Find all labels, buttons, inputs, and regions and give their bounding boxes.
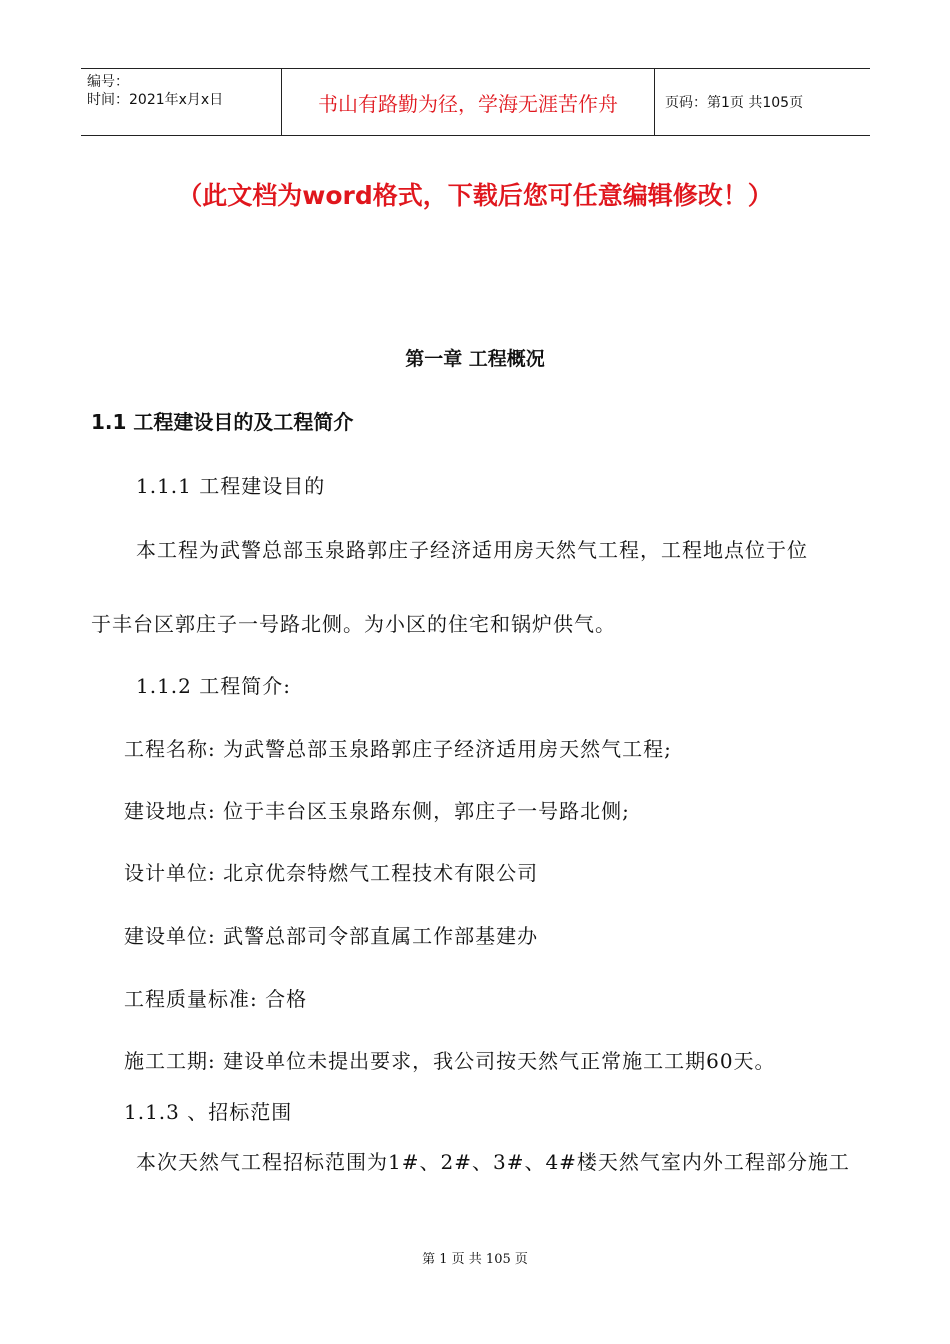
paragraph-purpose-line2: 于丰台区郭庄子一号路北侧。为小区的住宅和锅炉供气。 <box>91 612 616 636</box>
project-site: 建设地点: 位于丰台区玉泉路东侧，郭庄子一号路北侧; <box>124 799 630 823</box>
header-date-label: 时间：2021年x月x日 <box>87 92 224 108</box>
subsection-1-1-3: 1.1.3 、招标范围 <box>124 1100 293 1124</box>
project-quality: 工程质量标准: 合格 <box>124 987 308 1011</box>
header-motto: 书山有路勤为径，学海无涯苦作舟 <box>318 91 618 116</box>
header-number-label: 编号： <box>87 74 129 90</box>
header-meta <box>81 69 281 135</box>
project-builder: 建设单位: 武警总部司令部直属工作部基建办 <box>124 924 539 948</box>
document-header <box>81 68 870 136</box>
header-page-info: 页码：第1页 共105页 <box>665 95 804 111</box>
paragraph-purpose-line1: 本工程为武警总部玉泉路郭庄子经济适用房天然气工程，工程地点位于位 <box>136 538 808 562</box>
project-designer: 设计单位: 北京优奈特燃气工程技术有限公司 <box>124 861 539 885</box>
editable-notice: （此文档为word格式，下载后您可任意编辑修改！） <box>177 181 773 210</box>
subsection-1-1-1: 1.1.1 工程建设目的 <box>136 474 326 498</box>
project-duration: 施工工期: 建设单位未提出要求，我公司按天然气正常施工工期60天。 <box>124 1049 776 1073</box>
paragraph-scope-line1: 本次天然气工程招标范围为1#、2#、3#、4#楼天然气室内外工程部分施工 <box>136 1150 850 1174</box>
chapter-title: 第一章 工程概况 <box>405 348 545 370</box>
project-name: 工程名称: 为武警总部玉泉路郭庄子经济适用房天然气工程; <box>124 737 672 761</box>
section-title: 1.1 工程建设目的及工程简介 <box>91 410 354 434</box>
subsection-1-1-2: 1.1.2 工程简介: <box>136 674 291 698</box>
page-footer: 第 1 页 共 105 页 <box>422 1252 528 1267</box>
